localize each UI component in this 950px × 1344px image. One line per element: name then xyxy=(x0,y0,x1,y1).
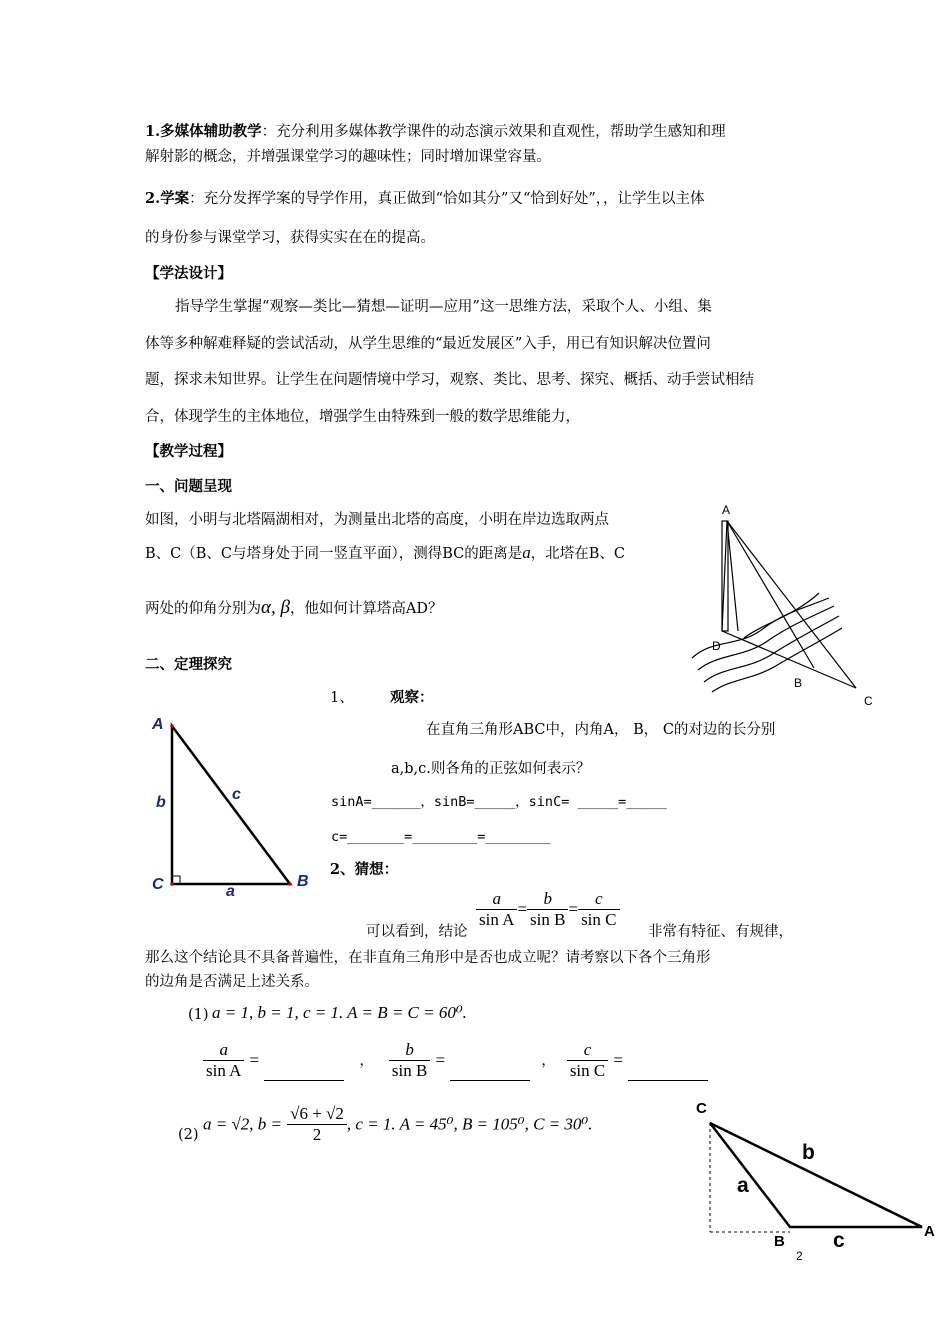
item-1-line-1: 1.多媒体辅助教学：充分利用多媒体教学课件的动态演示效果和直观性，帮助学生感知和理 xyxy=(145,123,726,140)
wave-4 xyxy=(712,628,842,692)
problem-line-2: B、C（B、C与塔身处于同一竖直平面），测得BC的距离是a，北塔在B、C xyxy=(145,543,626,562)
blank-frac-a: $\frac{a}{\text{sin A}}$ xyxy=(203,1040,244,1081)
side-label-a: a xyxy=(226,883,235,900)
wave-5 xyxy=(744,593,819,638)
vertex-label-b: B xyxy=(297,873,309,890)
tower-lake-figure xyxy=(684,498,884,713)
blank-frac-c: $\frac{c}{\text{sin C}}$ xyxy=(567,1040,608,1081)
study-design-heading: 【学法设计】 xyxy=(145,265,232,282)
section-1-heading: 一、问题呈现 xyxy=(145,478,232,495)
item-1-label: 1.多媒体辅助教学 xyxy=(145,123,262,140)
guess-formula: $\frac{a}{\text{sin A}}$ = $\frac{b}{\text{sin B}}$ = $\frac{c}{\text{sin C}}$ xyxy=(476,889,620,930)
page-number: 2 xyxy=(796,1249,803,1263)
case-2-math: a = √2, b = $\frac{√6 + √2}{2}$ , c = 1. A = 45⁰, B = 105⁰, C = 30⁰. xyxy=(203,1104,593,1144)
study-design-line-2: 体等多种解难释疑的尝试活动，从学生思维的“最近发展区”入手，用已有知识解决位置问 xyxy=(145,336,711,352)
side-label-b: b xyxy=(156,794,166,811)
vertex-label-c: C xyxy=(152,876,164,893)
item-2-line-1: 2.学案：充分发挥学案的导学作用，真正做到“恰如其分”又“恰到好处”，，让学生以主体 xyxy=(145,190,705,207)
wave-2 xyxy=(698,606,834,670)
right-triangle-figure xyxy=(148,710,318,900)
guess-pre: 可以看到，结论 xyxy=(366,924,468,940)
case-1-blanks: $\frac{a}{\text{sin A}}$ = ， $\frac{b}{\text{sin B}}$ = ， $\frac{c}{\text{sin C}}$ = xyxy=(203,1040,708,1081)
fraction-c-sinc: $\frac{c}{\text{sin C}}$ xyxy=(578,889,619,930)
vertex-a: A xyxy=(924,1223,935,1240)
observe-num: 1、 xyxy=(330,690,354,706)
side-a: a xyxy=(737,1174,749,1197)
angles-alpha-beta: α, β xyxy=(261,597,290,618)
blank-c[interactable] xyxy=(628,1040,708,1081)
label-b: B xyxy=(794,676,803,690)
blank-b[interactable] xyxy=(450,1040,530,1081)
vertex-label-a: A xyxy=(152,716,164,733)
guess-post: 非常有特征、有规律， xyxy=(648,924,793,940)
item-2-line-2: 的身份参与课堂学习，获得实实在在的提高。 xyxy=(145,230,435,246)
case-1-label: (1) xyxy=(188,1007,209,1023)
observe-line-2: a,b,c.则各角的正弦如何表示？ xyxy=(391,761,591,777)
case-2-label: (2) xyxy=(178,1127,199,1143)
section-2-heading: 二、定理探究 xyxy=(145,656,232,673)
observe-label: 观察： xyxy=(390,689,434,706)
fraction-a-sina: $\frac{a}{\text{sin A}}$ xyxy=(476,889,517,930)
problem-line-3: 两处的仰角分别为α, β，他如何计算塔高AD？ xyxy=(145,597,443,618)
vertex-c-dot xyxy=(170,882,174,886)
guess-label: 2、猜想： xyxy=(330,861,399,878)
label-d: D xyxy=(712,639,721,653)
vertex-c: C xyxy=(696,1100,707,1117)
guess-line-2: 那么这个结论具不具备普遍性，在非直角三角形中是否也成立呢？请考察以下各个三角形 xyxy=(145,950,711,966)
label-a: A xyxy=(722,503,731,517)
side-b: b xyxy=(802,1141,815,1164)
observe-line-3: sinA=______，sinB=_____，sinC= _____=_____ xyxy=(331,794,667,810)
case-2-fraction: $\frac{√6 + √2}{2}$ xyxy=(287,1104,347,1145)
item-1-line-2: 解射影的概念，并增强课堂学习的趣味性；同时增加课堂容量。 xyxy=(145,149,551,165)
observe-line-4: c=_______=________=________ xyxy=(331,829,551,845)
vertex-b: B xyxy=(774,1233,785,1250)
sightline-ac xyxy=(727,521,856,688)
blank-a[interactable] xyxy=(264,1040,344,1081)
vertex-b-dot xyxy=(288,882,292,886)
guess-line-3: 的边角是否满足上述关系。 xyxy=(145,974,319,990)
side-label-c: c xyxy=(232,786,241,803)
process-heading: 【教学过程】 xyxy=(145,443,232,460)
observe-line-1: 在直角三角形ABC中，内角A， B， C的对边的长分别 xyxy=(426,722,776,738)
label-c: C xyxy=(864,694,873,708)
obtuse-triangle-figure xyxy=(690,1095,945,1255)
case-1-math: a = 1, b = 1, c = 1. A = B = C = 60⁰. xyxy=(212,1003,467,1022)
sightline-ab xyxy=(727,521,814,668)
study-design-line-4: 合，体现学生的主体地位，增强学生由特殊到一般的数学思维能力， xyxy=(145,409,580,425)
side-c: c xyxy=(833,1229,845,1252)
vertex-a-dot xyxy=(170,724,174,728)
blank-frac-b: $\frac{b}{\text{sin B}}$ xyxy=(389,1040,430,1081)
study-design-line-1: 指导学生掌握“观察—类比—猜想—证明—应用”这一思维方法，采取个人、小组、集 xyxy=(175,299,712,315)
study-design-line-3: 题，探求未知世界。让学生在问题情境中学习，观察、类比、思考、探究、概括、动手尝试相结 xyxy=(145,372,754,388)
problem-line-1: 如图，小明与北塔隔湖相对，为测量出北塔的高度，小明在岸边选取两点 xyxy=(145,512,609,528)
tower-line-ad xyxy=(722,521,727,631)
var-a: a xyxy=(522,543,531,562)
item-2-label: 2.学案 xyxy=(145,190,190,207)
fraction-b-sinb: $\frac{b}{\text{sin B}}$ xyxy=(527,889,568,930)
triangle-abc xyxy=(172,726,290,884)
